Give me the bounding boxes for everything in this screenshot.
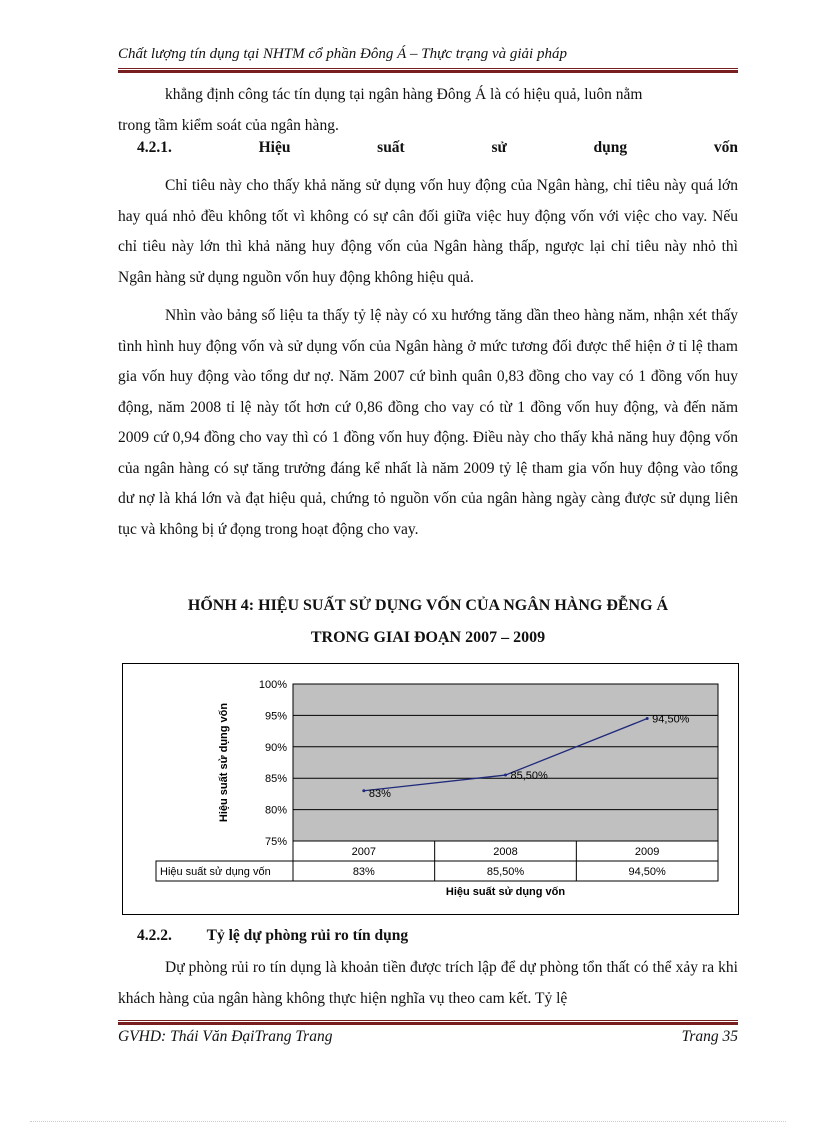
y-tick-label: 90%: [264, 741, 287, 754]
table-row-label: Hiệu suất sử dụng vốn: [160, 866, 271, 878]
figure-title-line1: HỐNH 4: HIỆU SUẤT SỬ DỤNG VỐN CỦA NGÂN HÀNG ĐỄNG Á: [187, 597, 669, 614]
section-word: sử: [491, 139, 507, 156]
chart-frame: [122, 663, 739, 915]
page-number: Trang 35: [681, 1028, 738, 1045]
table-cell: 85,50%: [486, 866, 525, 878]
y-tick-label: 80%: [264, 804, 287, 817]
table-cell: 83%: [352, 866, 375, 878]
data-point: [504, 774, 507, 777]
x-tick-label: 2009: [634, 846, 660, 858]
x-tick-label: 2008: [493, 846, 518, 858]
footer-left: GVHD: Thái Văn ĐạiTrang Trang: [118, 1028, 333, 1045]
y-axis-title: Hiệu suất sử dụng vốn: [218, 702, 230, 823]
line-chart: [123, 664, 738, 914]
body-text-2: [118, 953, 738, 1014]
data-point: [362, 789, 365, 792]
bottom-dotted-border: [30, 1121, 786, 1122]
section-heading-4-2-2: [137, 927, 408, 945]
header-rule: [118, 68, 738, 73]
page-footer: [118, 1028, 738, 1046]
paragraph-1: Chỉ tiêu này cho thấy khả năng sử dụng vốn huy động của Ngân hàng, chỉ tiêu này quá lớn hay quá nhỏ đều không tốt vì không có sự cân đối giữa việc huy động vốn với việc cho vay. Nếu chỉ tiêu này lớn thì khả năng huy động vốn của Ngân hàng thấp, ngược lại chỉ tiêu này nhỏ thì Ngân hàng sử dụng nguồn vốn huy động không hiệu quả.: [118, 177, 738, 286]
x-tick-label: 2007: [351, 846, 377, 858]
y-tick-label: 95%: [264, 710, 287, 723]
paragraph-2: Nhìn vào bảng số liệu ta thấy tỷ lệ này có xu hướng tăng dần theo hàng năm, nhận xét thấy tình hình huy động vốn và sử dụng vốn của Ngân hàng ở mức tương đối được thể hiện ở tỉ lệ tham gia vốn huy động vào tổng dư nợ. Năm 2007 cứ bình quân 0,83 đồng cho vay có 1 đồng vốn huy động, năm 2008 tỉ lệ này tốt hơn cứ 0,86 đồng cho vay có từ 1 đồng vốn huy động, và đến năm 2009 cứ 0,94 đồng cho vay thì có 1 đồng vốn huy động. Điều này cho thấy khả năng huy động vốn của ngân hàng có sự tăng trưởng đáng kể nhất là năm 2009 tỷ lệ tham gia vốn huy động vào tổng dư nợ là khá lớn và đạt hiệu quả, chứng tỏ nguồn vốn của ngân hàng ngày càng được sử dụng liên tục và không bị ứ đọng trong hoạt động cho vay.: [118, 307, 738, 538]
p0-line1: khẳng định công tác tín dụng tại ngân hàng Đông Á là có hiệu quả, luôn nằm: [165, 86, 643, 103]
figure-title-line2: TRONG GIAI ĐOẠN 2007 – 2009: [310, 629, 546, 646]
y-tick-label: 100%: [258, 679, 287, 691]
section-word: Hiệu: [258, 139, 291, 156]
plot-area: [293, 684, 718, 841]
section-title: Tỷ lệ dự phòng rủi ro tín dụng: [206, 927, 409, 944]
section-number: 4.2.1.: [137, 139, 172, 156]
paragraph-3: Dự phòng rủi ro tín dụng là khoản tiền được trích lập để dự phòng tổn thất có thể xảy ra khi khách hàng của ngân hàng không thực hiện nghĩa vụ theo cam kết. Tỷ lệ: [118, 959, 738, 1007]
body-text: [118, 171, 738, 545]
y-tick-label: 75%: [264, 836, 287, 848]
page-header: Chất lượng tín dụng tại NHTM cổ phần Đông Á – Thực trạng và giải pháp: [118, 46, 567, 62]
footer-rule: [118, 1020, 738, 1025]
y-tick-label: 85%: [264, 773, 287, 786]
x-axis-title: Hiệu suất sử dụng vốn: [445, 886, 566, 898]
data-label: 83%: [368, 787, 391, 800]
data-point: [646, 717, 649, 720]
section-number: 4.2.2.: [137, 927, 172, 944]
p0-line2: trong tầm kiểm soát của ngân hàng.: [118, 116, 339, 134]
table-cell: 94,50%: [628, 866, 666, 878]
section-word: suất: [377, 139, 405, 156]
data-label: 94,50%: [652, 713, 690, 726]
paragraph-continued: [118, 80, 738, 141]
data-label: 85,50%: [510, 770, 548, 783]
section-word: vốn: [713, 139, 738, 156]
section-heading-4-2-1: [137, 139, 738, 157]
section-word: dụng: [593, 139, 628, 156]
